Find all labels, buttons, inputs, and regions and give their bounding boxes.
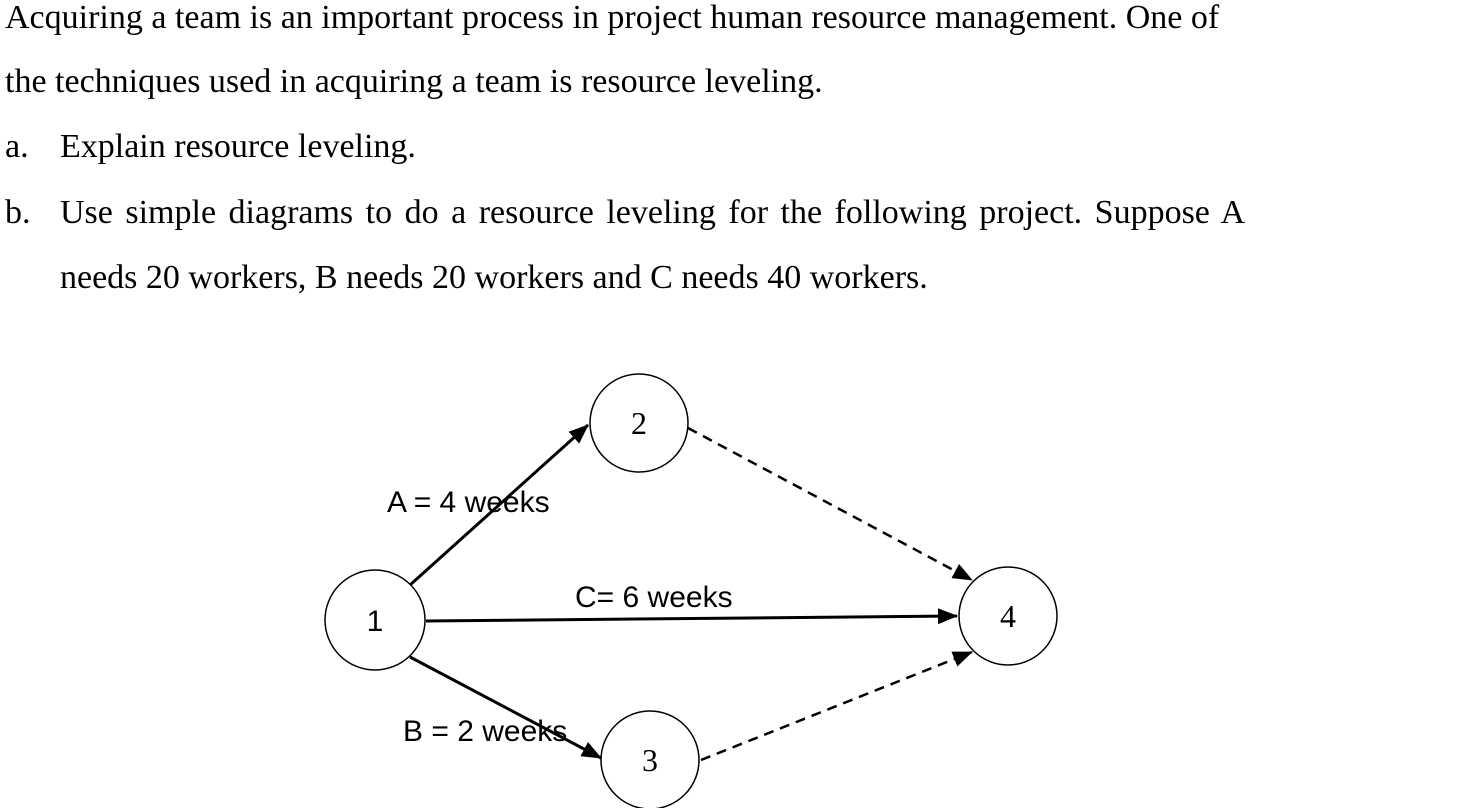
node-1-label: 1 bbox=[366, 605, 384, 638]
node-4-label: 4 bbox=[1000, 598, 1016, 634]
question-intro-line-2: the techniques used in acquiring a team is resource leveling. bbox=[5, 63, 823, 100]
edge-b-label: B = 2 weeks bbox=[403, 715, 568, 748]
node-3 bbox=[601, 711, 699, 808]
list-marker-a: a. bbox=[5, 128, 29, 165]
node-2 bbox=[590, 374, 688, 472]
list-marker-b: b. bbox=[5, 194, 31, 231]
list-text-b-line-1: Use simple diagrams to do a resource leveling for the following project. Suppose A bbox=[60, 194, 1246, 231]
node-2-label: 2 bbox=[631, 405, 647, 441]
list-text-b-line-2: needs 20 workers, B needs 20 workers and C needs 40 workers. bbox=[60, 259, 928, 296]
edge-3-4-dashed bbox=[701, 652, 972, 760]
node-3-label: 3 bbox=[642, 742, 658, 778]
edge-c-label: C= 6 weeks bbox=[575, 581, 733, 614]
node-4 bbox=[959, 567, 1057, 665]
edge-2-4-dashed bbox=[688, 428, 972, 580]
edge-c-line bbox=[426, 616, 957, 621]
node-1 bbox=[325, 570, 425, 670]
question-intro-line-1: Acquiring a team is an important process in project human resource management. One of bbox=[5, 0, 1220, 36]
list-text-a: Explain resource leveling. bbox=[60, 128, 416, 165]
edge-a-label: A = 4 weeks bbox=[387, 486, 550, 519]
